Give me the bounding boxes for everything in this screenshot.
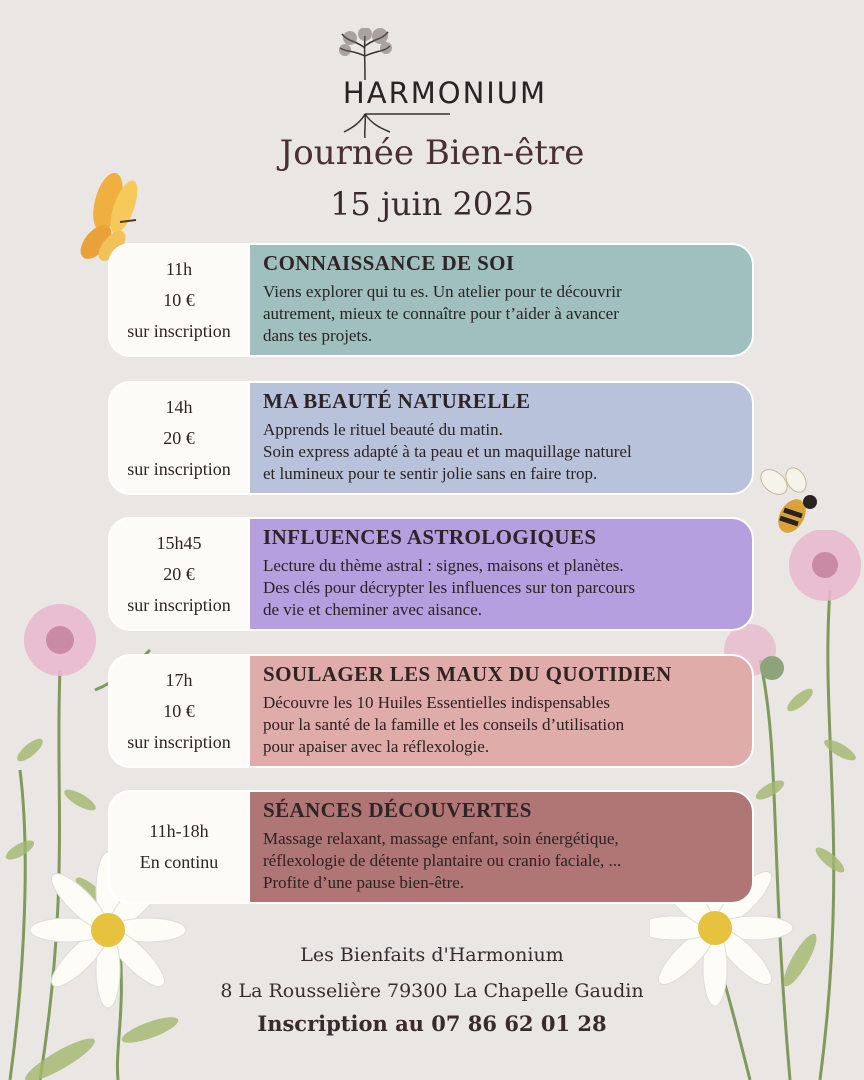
description-line: Viens explorer qui tu es. Un atelier pour te découvrir [263, 282, 622, 301]
workshop-time: 11h [165, 258, 193, 279]
description-line: pour apaiser avec la réflexologie. [263, 737, 490, 756]
workshop-time: 15h45 [156, 532, 202, 553]
registration-contact: Inscription au 07 86 62 01 28 [257, 1011, 607, 1036]
workshop-note: sur inscription [127, 458, 231, 479]
workshop-schedule [108, 243, 250, 357]
workshop-time: 17h [165, 669, 193, 690]
description-line: de vie et cheminer avec aisance. [263, 600, 482, 619]
workshop-title: CONNAISSANCE DE SOI [263, 251, 515, 275]
description-line: autrement, mieux te connaître pour t’aider à avancer [263, 304, 619, 323]
workshop-card [108, 243, 754, 357]
workshop-description [263, 281, 733, 347]
workshop-time: 14h [165, 396, 193, 417]
description-line: dans tes projets. [263, 326, 373, 345]
description-line: Des clés pour décrypter les influences sur ton parcours [263, 578, 635, 597]
workshop-title: MA BEAUTÉ NATURELLE [263, 389, 531, 413]
address: 8 La Rousselière 79300 La Chapelle Gaudin [220, 980, 644, 1002]
description-line: Découvre les 10 Huiles Essentielles indispensables [263, 693, 611, 712]
workshop-card [108, 790, 754, 904]
workshop-price: 20 € [163, 427, 195, 448]
workshop-description [263, 555, 733, 621]
workshop-price: En continu [139, 852, 219, 872]
workshop-schedule [108, 790, 250, 904]
logo [330, 28, 560, 138]
workshop-description [263, 692, 733, 758]
workshop-card [108, 517, 754, 631]
workshop-note: sur inscription [127, 320, 231, 341]
description-line: Profite d’une pause bien-être. [263, 873, 465, 892]
workshop-note: sur inscription [127, 731, 231, 752]
event-date: 15 juin 2025 [330, 185, 534, 223]
workshop-schedule [108, 381, 250, 495]
workshop-card [108, 654, 754, 768]
bee-icon [756, 462, 822, 542]
workshop-price: 20 € [163, 563, 195, 584]
description-line: Massage relaxant, massage enfant, soin énergétique, [263, 829, 619, 848]
workshop-title: INFLUENCES ASTROLOGIQUES [263, 525, 597, 549]
workshop-description [263, 419, 733, 485]
event-title: Journée Bien-être [279, 133, 585, 173]
workshop-title: SOULAGER LES MAUX DU QUOTIDIEN [263, 662, 672, 686]
description-line: Apprends le rituel beauté du matin. [263, 420, 503, 439]
description-line: Lecture du thème astral : signes, maisons et planètes. [263, 556, 624, 575]
workshop-card [108, 381, 754, 495]
workshop-price: 10 € [163, 700, 195, 721]
workshop-time: 11h-18h [149, 821, 209, 841]
workshop-schedule [108, 654, 250, 768]
description-line: Soin express adapté à ta peau et un maquillage naturel [263, 442, 632, 461]
workshop-title: SÉANCES DÉCOUVERTES [263, 798, 532, 822]
description-line: et lumineux pour te sentir jolie sans en faire trop. [263, 464, 598, 483]
workshop-schedule [108, 517, 250, 631]
description-line: réflexologie de détente plantaire ou cranio faciale, ... [263, 851, 622, 870]
workshop-price: 10 € [163, 289, 195, 310]
description-line: pour la santé de la famille et les conseils d’utilisation [263, 715, 625, 734]
workshop-description [263, 828, 733, 894]
organization-name: Les Bienfaits d'Harmonium [300, 944, 564, 966]
brand-name: HARMONIUM [342, 76, 548, 110]
workshop-note: sur inscription [127, 594, 231, 615]
